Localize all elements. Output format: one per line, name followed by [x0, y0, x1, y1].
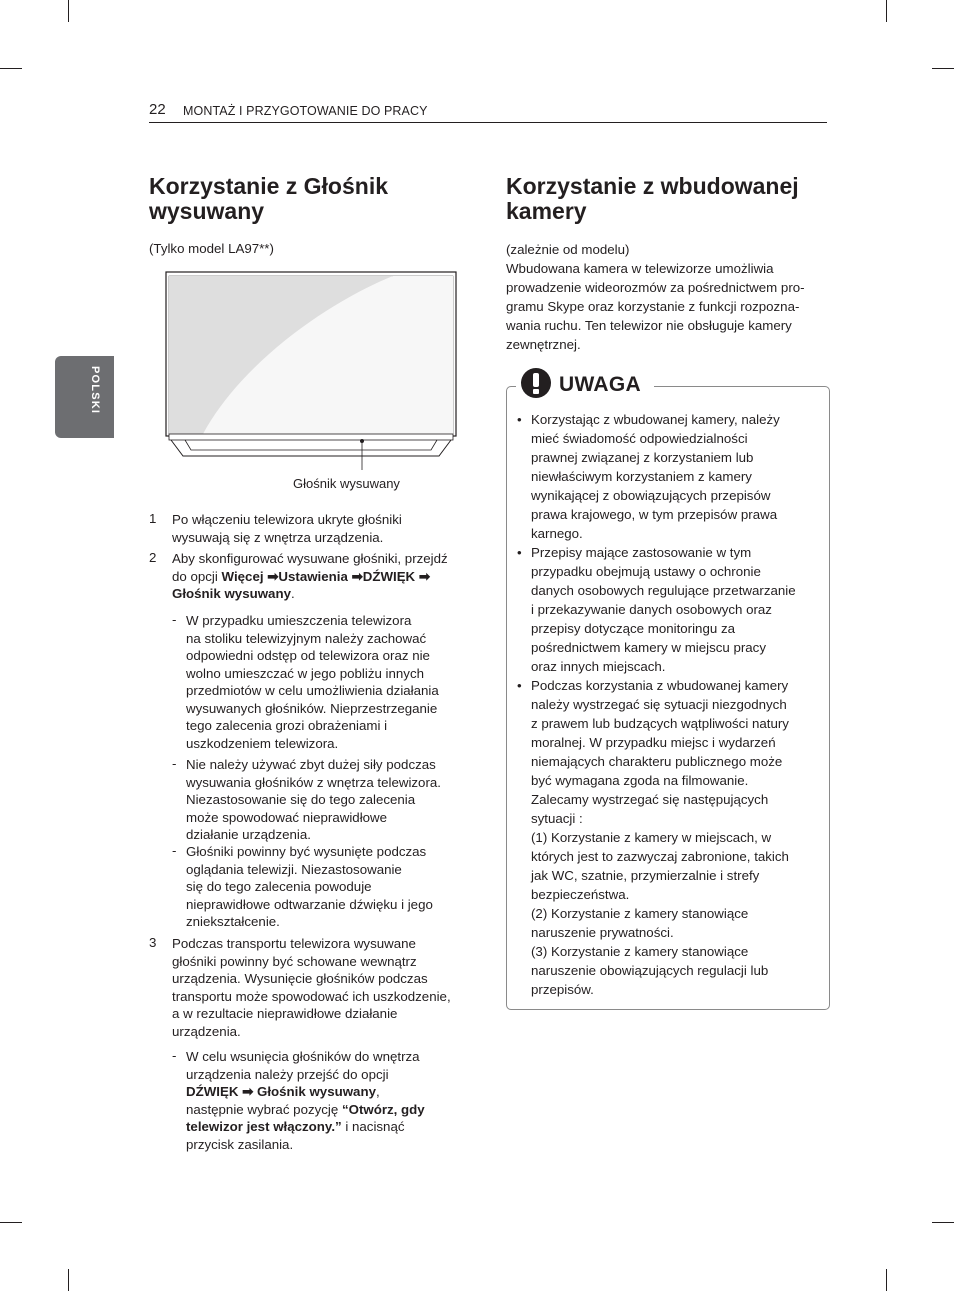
- sub-item-text: Głośniki powinny być wysunięte podczas oglądania telewizji. Niezastosowanie się do tego zalecenia powoduje nieprawidłowe odtwarzanie dźwięku i jego zniekształcenie.: [186, 844, 433, 929]
- step-number: 2: [149, 550, 157, 565]
- bullet-marker: •: [517, 412, 522, 427]
- crop-mark: [0, 1222, 22, 1223]
- warning-icon: [521, 368, 551, 398]
- page-number: 22: [149, 101, 166, 118]
- language-tab: [55, 356, 114, 438]
- page-header: [149, 101, 827, 123]
- bullet-marker: •: [517, 678, 522, 693]
- right-heading-line: Korzystanie z wbudowanej: [506, 173, 799, 199]
- crop-mark: [932, 1222, 954, 1223]
- section-title: MONTAŻ I PRZYGOTOWANIE DO PRACY: [183, 104, 428, 118]
- caution-item: Korzystając z wbudowanej kamery, należy mieć świadomość odpowiedzialności prawnej związanej z korzystaniem lub niewłaściwym korzystaniem z kamery wynikającej z obowiązujących przepisów prawa krajowego, w tym przepisów prawa karnego.: [531, 412, 780, 541]
- dash-marker: -: [172, 612, 177, 627]
- arrow-icon: ➡: [418, 568, 431, 584]
- right-heading-line: kamery: [506, 198, 587, 224]
- right-heading: [506, 174, 799, 224]
- caution-item: Podczas korzystania z wbudowanej kamery należy wystrzegać się sytuacji niezgodnych z prawem lub budzących wątpliwości natury moralnej. W przypadku miejsc i wydarzeń niemających charakteru publicznego może być wymagana zgoda na filmowanie. Zalecamy wystrzegać się następujących sytuacji : (1) Korzystanie z kamery w miejscach, w których jest to zazwyczaj zabronione, takich jak WC, szatnie, przymierzalnie i strefy bezpieczeństwa. (2) Korzystanie z kamery stanowiące naruszenie prywatności. (3) Korzystanie z kamery stanowiące naruszenie obowiązujących regulacji lub przepisów.: [531, 678, 789, 997]
- dash-marker: -: [172, 756, 177, 771]
- camera-intro: (zależnie od modelu) Wbudowana kamera w telewizorze umożliwia prowadzenie wideorozmów za pośrednictwem pro- gramu Skype oraz korzystanie z funkcji rozpozna- wania ruchu. Ten telewizor nie obsługuje kamery zewnętrznej.: [506, 242, 805, 352]
- step-2-text: Aby skonfigurować wysuwane głośniki, przejdź do opcji Więcej ➡Ustawienia ➡DŹWIĘK ➡ Głośnik wysuwany.: [172, 551, 448, 601]
- crop-mark: [886, 1269, 887, 1291]
- caution-title: UWAGA: [559, 373, 641, 396]
- left-heading-line: wysuwany: [149, 198, 265, 224]
- sub-item-text: W celu wsunięcia głośników do wnętrza urządzenia należy przejść do opcji DŹWIĘK ➡ Głośnik wysuwany, następnie wybrać pozycję “Otwórz, gdy telewizor jest włączony.” i nacisnąć przycisk zasilania.: [186, 1049, 425, 1152]
- model-note: (Tylko model LA97**): [149, 241, 274, 256]
- caution-item: Przepisy mające zastosowanie w tym przypadku obejmują ustawy o ochronie danych osobowych regulujące przetwarzanie i przekazywanie danych osobowych oraz przepisy dotyczące monitoringu za pośrednictwem kamery w miejscu pracy oraz innych miejscach.: [531, 545, 796, 674]
- crop-mark: [68, 1269, 69, 1291]
- bullet-marker: •: [517, 545, 522, 560]
- arrow-icon: ➡: [267, 568, 279, 584]
- crop-mark: [0, 68, 22, 69]
- speaker-callout-label: Głośnik wysuwany: [293, 476, 400, 491]
- arrow-icon: ➡: [351, 568, 363, 584]
- arrow-icon: ➡: [242, 1084, 254, 1099]
- dash-marker: -: [172, 843, 177, 858]
- language-tab-label: POLSKI: [89, 366, 101, 415]
- left-heading: [149, 174, 388, 224]
- left-heading-line: Korzystanie z Głośnik: [149, 173, 389, 199]
- crop-mark: [886, 0, 887, 22]
- dash-marker: -: [172, 1048, 177, 1063]
- step-3-text: Podczas transportu telewizora wysuwane głośniki powinny być schowane wewnątrz urządzenia. Wysunięcie głośników podczas transportu może spowodować ich uszkodzenie, a w rezultacie nieprawidłowe działanie urządzenia.: [172, 936, 451, 1039]
- sub-item-text: W przypadku umieszczenia telewizora na stoliku telewizyjnym należy zachować odpowiedni odstęp od telewizora oraz nie wolno umieszczać w jego pobliżu innych przedmiotów w celu umożliwienia działania wysuwanych głośników. Nieprzestrzeganie tego zalecenia grozi obrażeniami i uszkodzeniem telewizora.: [186, 613, 439, 751]
- crop-mark: [932, 68, 954, 69]
- step-number: 1: [149, 511, 157, 526]
- crop-mark: [68, 0, 69, 22]
- step-1-text: Po włączeniu telewizora ukryte głośniki wysuwają się z wnętrza urządzenia.: [172, 512, 402, 545]
- step-number: 3: [149, 935, 157, 950]
- sub-item-text: Nie należy używać zbyt dużej siły podczas wysuwania głośników z wnętrza telewizora. Niezastosowanie się do tego zalecenia może spowodować nieprawidłowe działanie urządzenia.: [186, 757, 441, 842]
- tv-illustration: [163, 270, 459, 470]
